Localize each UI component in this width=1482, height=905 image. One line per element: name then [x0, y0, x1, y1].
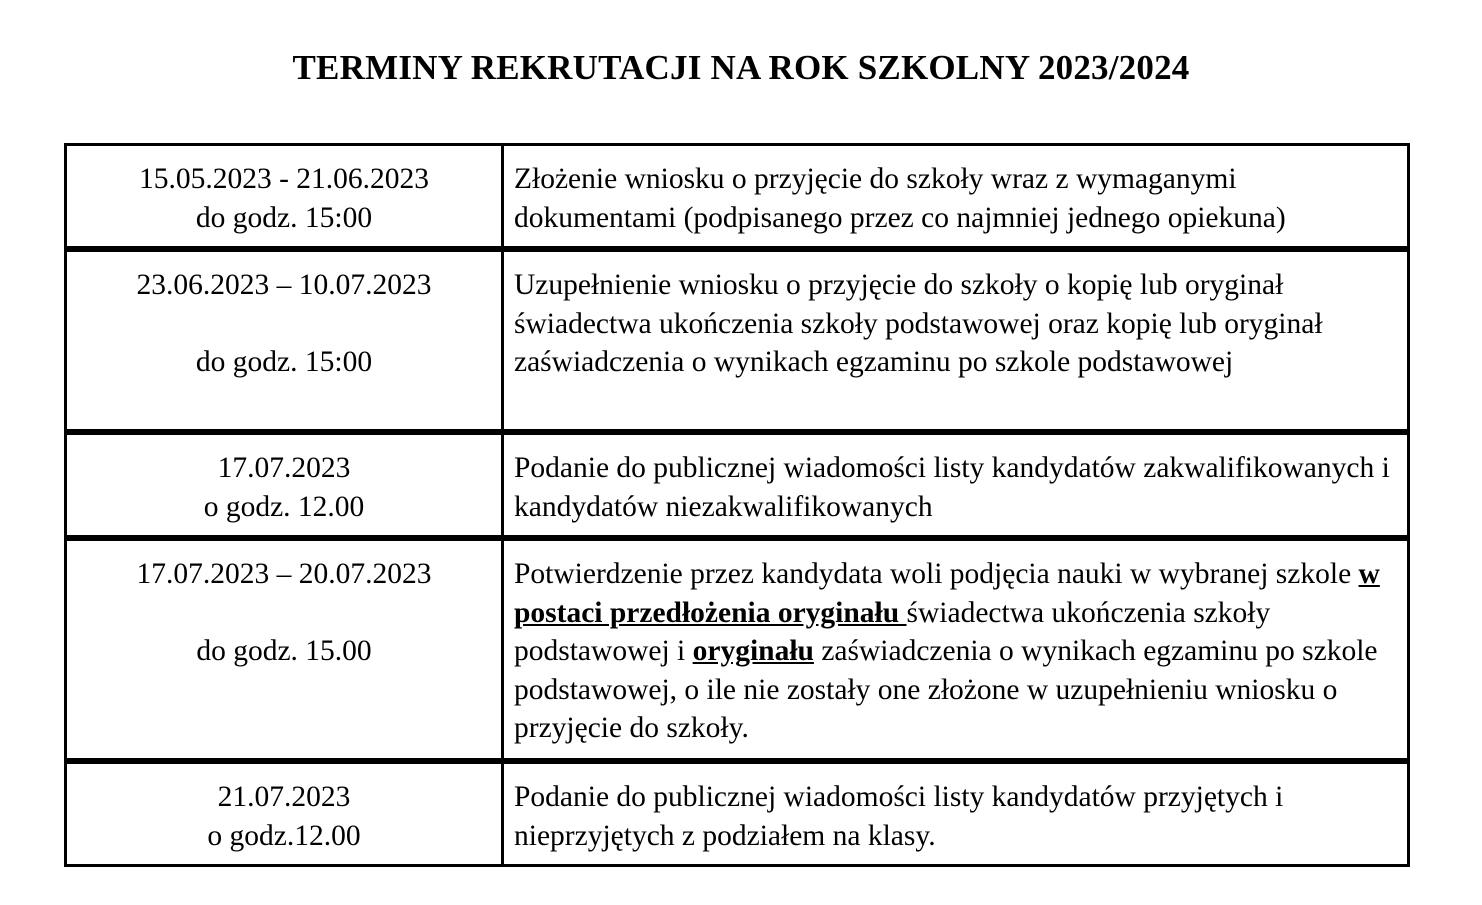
date-range: 17.07.2023 – 20.07.2023 [136, 558, 432, 590]
date-range: 21.07.2023 [217, 781, 351, 813]
date-cell [66, 434, 503, 537]
date-cell [66, 145, 503, 248]
date-cell [66, 251, 503, 431]
date-cell [66, 540, 503, 760]
table-row [66, 763, 1409, 866]
table-row [66, 251, 1409, 431]
description-text: zaświadczenia o wynikach egzaminu po szkole podstawowej, o ile nie zostały one złożone w uzupełnieniu wniosku o przyjęcie do szkoły. [514, 635, 1378, 745]
deadline-time: do godz. 15:00 [195, 346, 373, 379]
deadline-time: o godz.12.00 [207, 819, 361, 852]
deadline-time: do godz. 15.00 [196, 635, 372, 668]
description-cell: Podanie do publicznej wiadomości listy kandydatów zakwalifikowanych i kandydatów niezakwalifikowanych [503, 434, 1409, 537]
date-range: 17.07.2023 [217, 452, 351, 484]
description-text: świadectwa ukończenia szkoły podstawowej i [514, 596, 1271, 668]
recruitment-schedule-table [64, 143, 1410, 867]
emphasized-text: oryginału [692, 635, 814, 668]
deadline-time: do godz. 15:00 [195, 201, 373, 234]
description-text: Potwierdzenie przez kandydata woli podjęcia nauki w wybranej szkole [514, 558, 1359, 590]
date-range: 15.05.2023 - 21.06.2023 [138, 163, 430, 195]
emphasized-text: w postaci przedłożenia oryginału [514, 558, 1380, 629]
description-cell: Podanie do publicznej wiadomości listy kandydatów przyjętych i nieprzyjętych z podziałem na klasy. [503, 763, 1409, 866]
table-row [66, 540, 1409, 760]
table-row [66, 145, 1409, 248]
description-cell: Złożenie wniosku o przyjęcie do szkoły wraz z wymaganymi dokumentami (podpisanego przez co najmniej jednego opiekuna) [503, 145, 1409, 248]
description-cell: Uzupełnienie wniosku o przyjęcie do szkoły o kopię lub oryginał świadectwa ukończenia szkoły podstawowej oraz kopię lub oryginał zaświadczenia o wynikach egzaminu po szkole podstawowej [503, 251, 1409, 431]
date-range: 23.06.2023 – 10.07.2023 [136, 269, 432, 301]
deadline-time: o godz. 12.00 [203, 490, 365, 523]
date-cell [66, 763, 503, 866]
page-title: TERMINY REKRUTACJI NA ROK SZKOLNY 2023/2024 [292, 48, 1190, 87]
table-row [66, 434, 1409, 537]
description-cell [503, 540, 1409, 760]
